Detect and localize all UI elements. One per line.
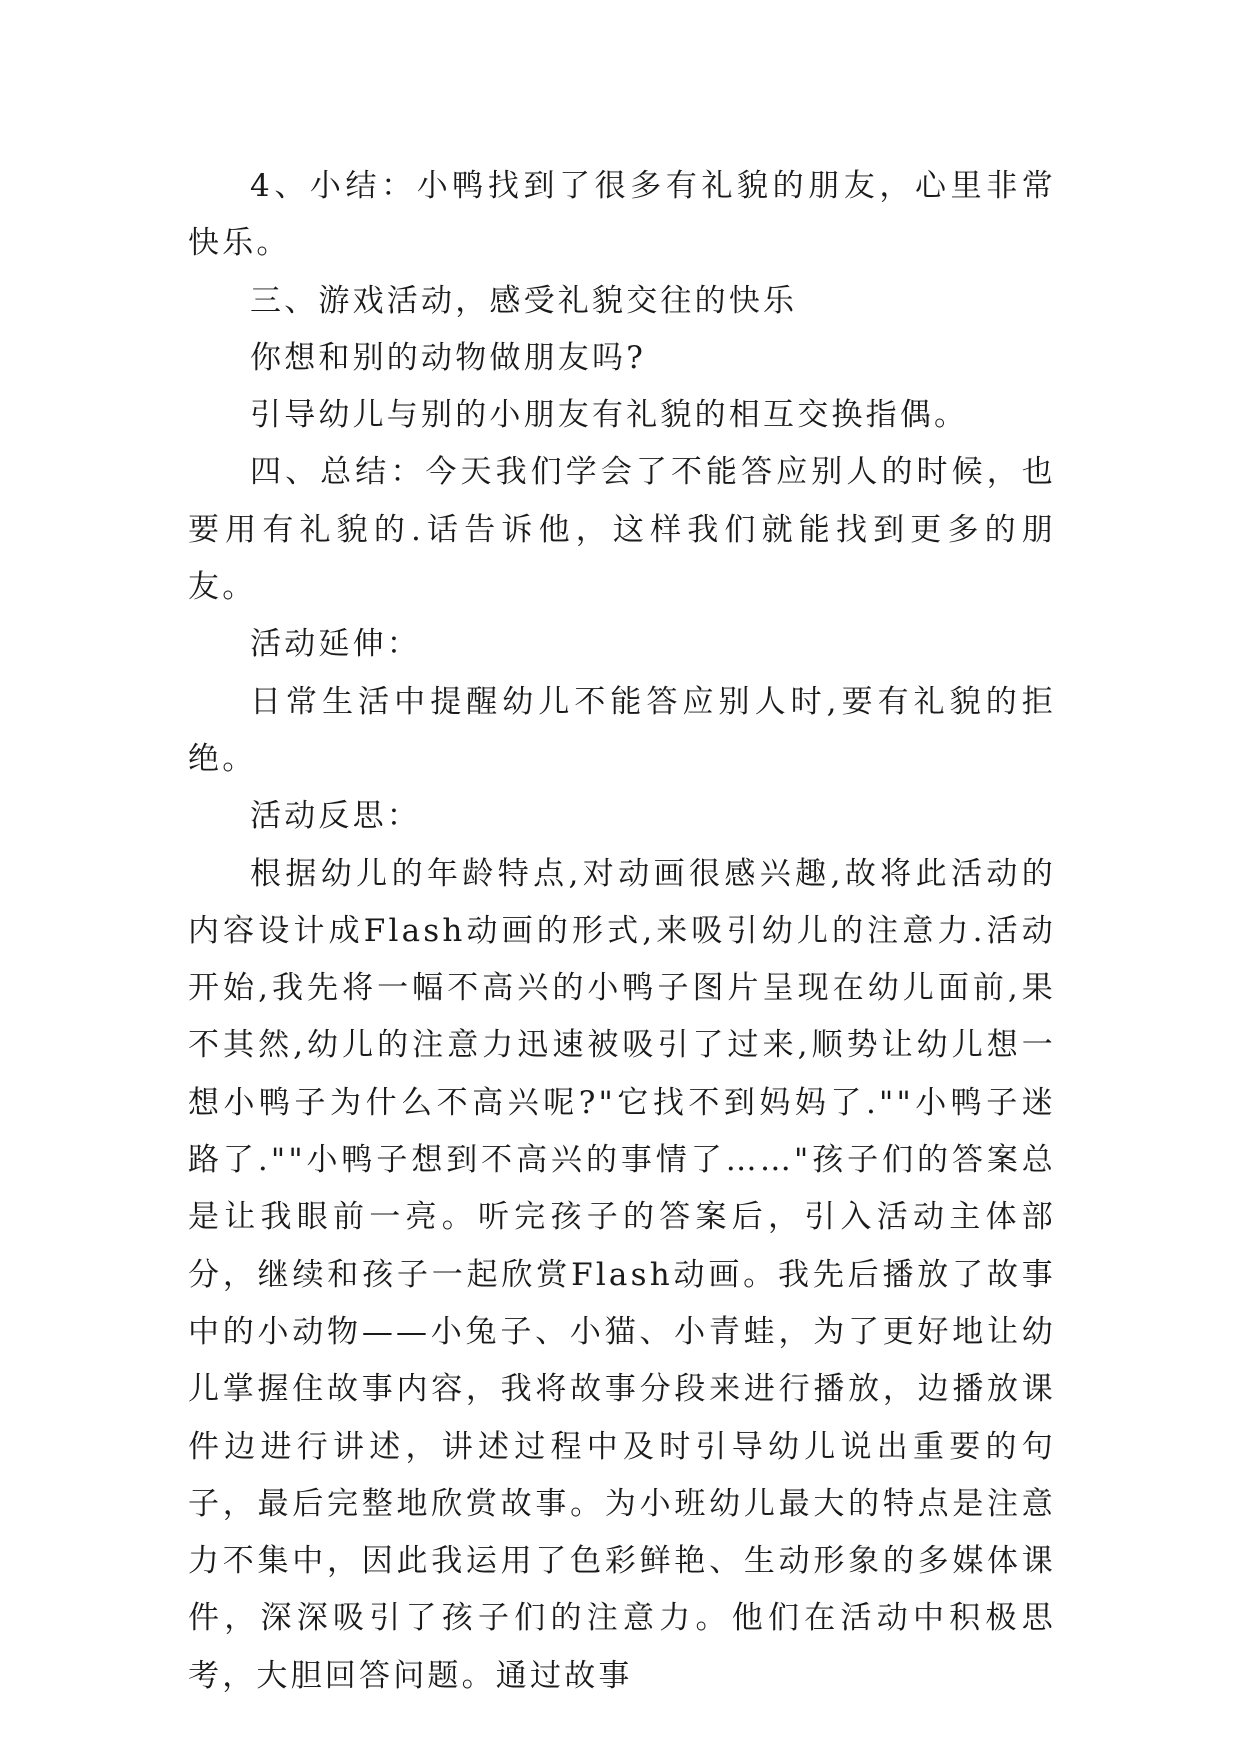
document-body bbox=[188, 158, 1056, 1705]
paragraph-section-three-heading: 三、游戏活动，感受礼貌交往的快乐 bbox=[250, 282, 798, 319]
paragraph-summary: 4、小结：小鸭找到了很多有礼貌的朋友，心里非常快乐。 bbox=[188, 168, 1056, 262]
paragraph-reflection-heading: 活动反思： bbox=[250, 798, 421, 835]
paragraph-guidance: 引导幼儿与别的小朋友有礼貌的相互交换指偶。 bbox=[250, 397, 969, 434]
paragraph-question: 你想和别的动物做朋友吗? bbox=[250, 339, 647, 376]
paragraph-reflection: 根据幼儿的年龄特点,对动画很感兴趣,故将此活动的内容设计成Flash动画的形式,来吸引幼儿的注意力.活动开始,我先将一幅不高兴的小鸭子图片呈现在幼儿面前,果不其然,幼儿的注意力迅速被吸引了过来,顺势让幼儿想一想小鸭子为什么不高兴呢?"它找不到妈妈了.""小鸭子迷路了.""小鸭子想到不高兴的事情了……"孩子们的答案总是让我眼前一亮。听完孩子的答案后，引入活动主体部分，继续和孩子一起欣赏Flash动画。我先后播放了故事中的小动物——小兔子、小猫、小青蛙，为了更好地让幼儿掌握住故事内容，我将故事分段来进行播放，边播放课件边进行讲述，讲述过程中及时引导幼儿说出重要的句子，最后完整地欣赏故事。为小班幼儿最大的特点是注意力不集中，因此我运用了色彩鲜艳、生动形象的多媒体课件，深深吸引了孩子们的注意力。他们在活动中积极思考，大胆回答问题。通过故事 bbox=[188, 855, 1056, 1694]
paragraph-extension: 日常生活中提醒幼儿不能答应别人时,要有礼貌的拒绝。 bbox=[188, 683, 1056, 777]
paragraph-extension-heading: 活动延伸： bbox=[250, 626, 421, 663]
paragraph-section-four-summary: 四、总结：今天我们学会了不能答应别人的时候，也要用有礼貌的.话告诉他，这样我们就能找到更多的朋友。 bbox=[188, 454, 1056, 606]
